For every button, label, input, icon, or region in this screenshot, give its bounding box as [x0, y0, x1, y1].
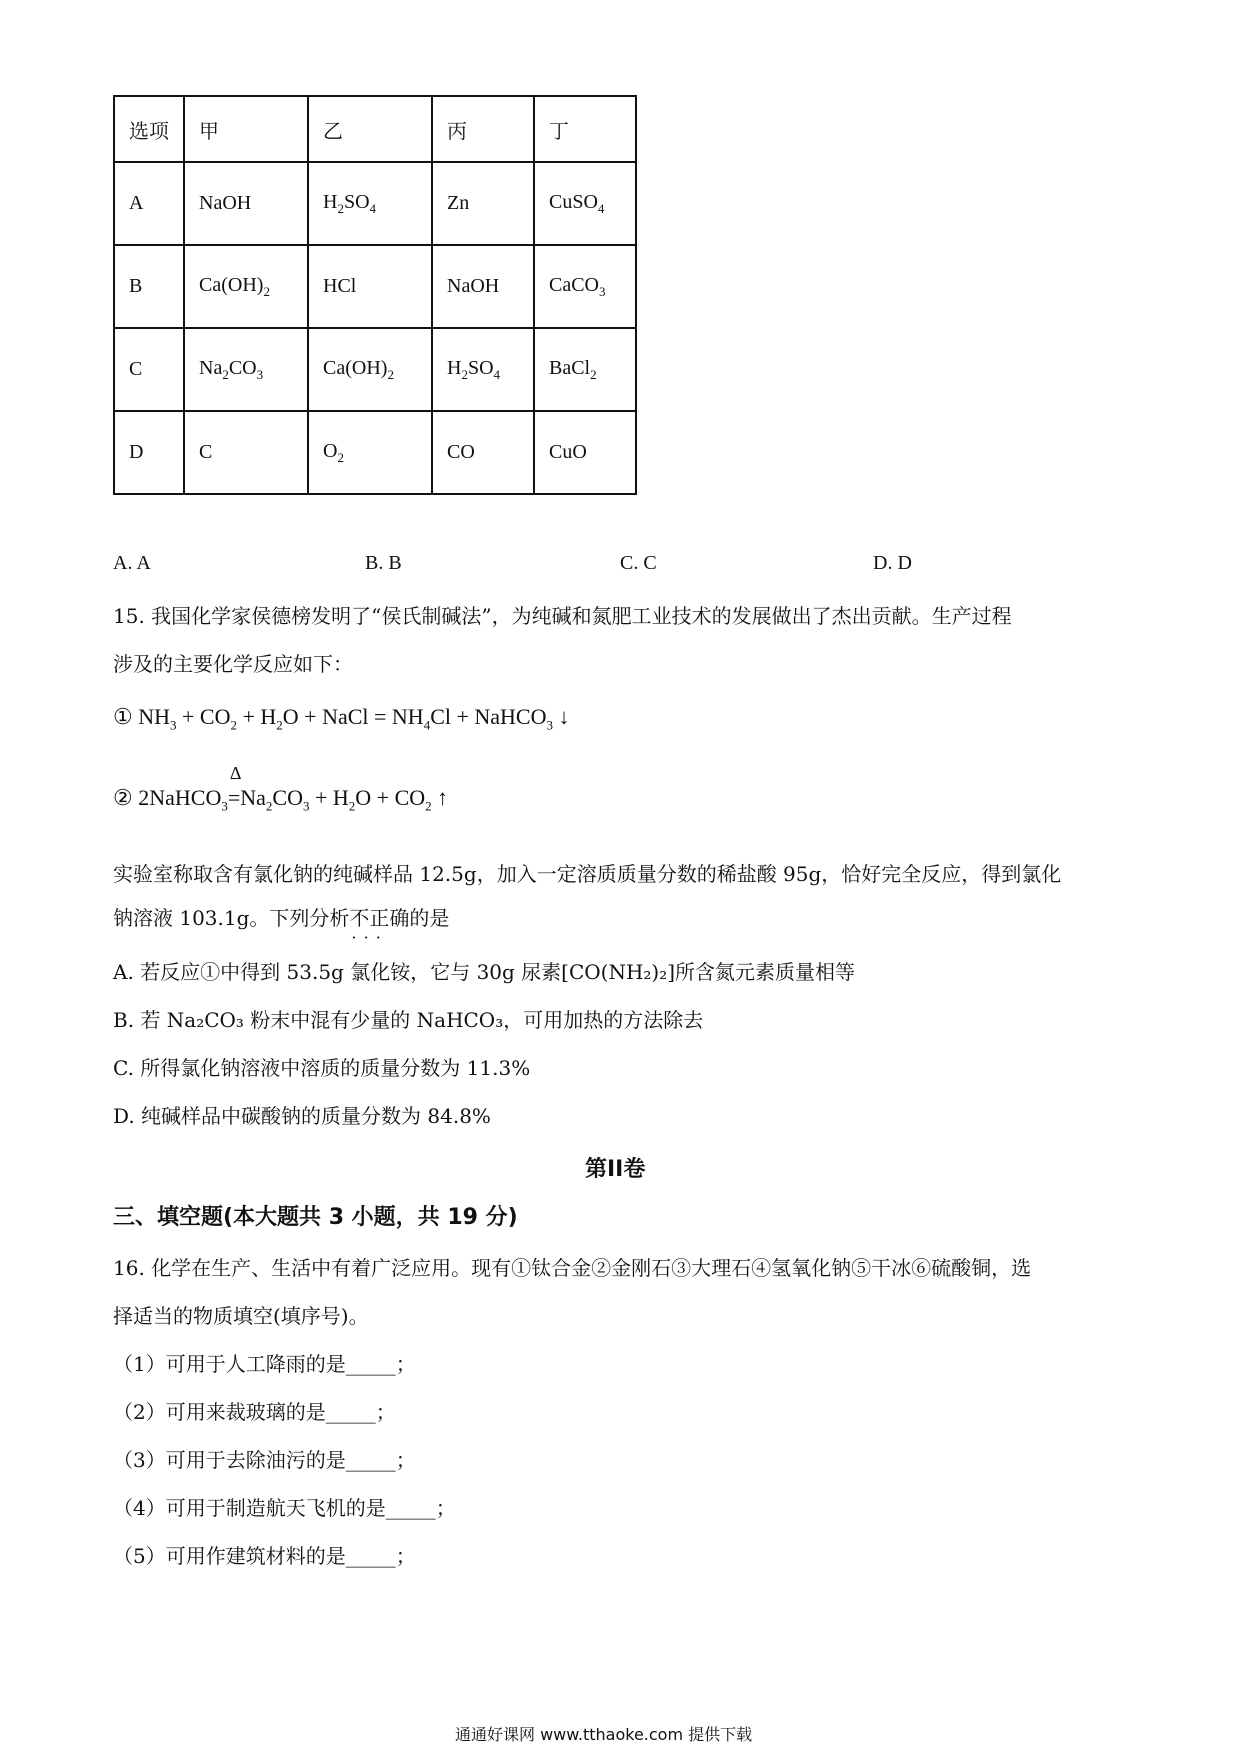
table-cell: NaOH — [184, 162, 308, 245]
table-cell: Zn — [432, 162, 534, 245]
equation-number: ② — [113, 785, 133, 810]
q16-item: （1）可用于人工降雨的是_____； — [113, 1352, 416, 1376]
choice-c: C. C — [620, 552, 657, 574]
table-row — [114, 328, 636, 411]
table-header-cell: 乙 — [308, 96, 432, 162]
table-cell: B — [114, 245, 184, 328]
choice-a: A. A — [113, 552, 151, 574]
table-cell: BaCl$_2$ — [534, 328, 636, 411]
table-header-cell: 选项 — [114, 96, 184, 162]
table-cell: CuO — [534, 411, 636, 494]
equation-2: ② 2NaHCO$_3$ Δ $=Na_2CO_3 + H_2O + CO_2$ ↑ — [113, 763, 449, 814]
page-footer: 通通好课网 www.tthaoke.com 提供下载 — [455, 1725, 753, 1744]
q15-context-line2: 钠溶液 103.1g。下列分析不正确 · · ·的是 — [113, 904, 449, 932]
table-cell: CaCO$_3$ — [534, 245, 636, 328]
equation-1: ① $NH_3 + CO_2 + H_2O$ + NaCl = $NH_4Cl$ + NaHCO$_3$ ↓ — [113, 704, 570, 733]
q15-option-b: B. 若 Na₂CO₃ 粉末中混有少量的 NaHCO₃，可用加热的方法除去 — [113, 1008, 704, 1032]
table-cell: $H_2SO_4$ — [308, 162, 432, 245]
table-cell: $Ca(OH)_2$ — [308, 328, 432, 411]
table-cell: HCl — [308, 245, 432, 328]
q16-item: （5）可用作建筑材料的是_____； — [113, 1544, 416, 1568]
q16-item: （3）可用于去除油污的是_____； — [113, 1448, 416, 1472]
heating-condition: Δ = — [227, 763, 242, 810]
q15-option-c: C. 所得氯化钠溶液中溶质的质量分数为 11.3% — [113, 1056, 531, 1080]
table-cell: $Na_2CO_3$ — [184, 328, 308, 411]
emphasis-text: 不正确 · · · — [349, 906, 409, 930]
q16-item: （4）可用于制造航天飞机的是_____； — [113, 1496, 456, 1520]
q15-option-d: D. 纯碱样品中碳酸钠的质量分数为 84.8% — [113, 1104, 491, 1128]
table-cell: CO — [432, 411, 534, 494]
choice-d: D. D — [873, 552, 912, 574]
table-cell: D — [114, 411, 184, 494]
table-cell: CuSO$_4$ — [534, 162, 636, 245]
table-header-cell: 丁 — [534, 96, 636, 162]
q15-option-a: A. 若反应①中得到 53.5g 氯化铵，它与 30g 尿素[CO(NH₂)₂]所含氮元素质量相等 — [113, 960, 856, 984]
table-cell: NaOH — [432, 245, 534, 328]
q15-stem-line1: 15. 我国化学家侯德榜发明了“侯氏制碱法”，为纯碱和氮肥工业技术的发展做出了杰出贡献。生产过程 — [113, 604, 1012, 628]
options-table — [113, 95, 637, 495]
part-title: 第II卷 — [585, 1157, 646, 1182]
q16-item: （2）可用来裁玻璃的是_____； — [113, 1400, 396, 1424]
table-cell: $O_2$ — [308, 411, 432, 494]
table-cell: $H_2SO_4$ — [432, 328, 534, 411]
equation-number: ① — [113, 704, 133, 729]
table-cell: $Ca(OH)_2$ — [184, 245, 308, 328]
q15-stem-line2: 涉及的主要化学反应如下： — [113, 652, 353, 676]
q16-stem-line1: 16. 化学在生产、生活中有着广泛应用。现有①钛合金②金刚石③大理石④氢氧化钠⑤干冰⑥硫酸铜，选 — [113, 1256, 1032, 1280]
section-title: 三、填空题(本大题共 3 小题，共 19 分) — [113, 1205, 518, 1230]
table-cell: A — [114, 162, 184, 245]
table-cell: C — [184, 411, 308, 494]
q15-context-line1: 实验室称取含有氯化钠的纯碱样品 12.5g，加入一定溶质质量分数的稀盐酸 95g，恰好完全反应，得到氯化 — [113, 862, 1062, 886]
table-header-cell: 甲 — [184, 96, 308, 162]
choice-b: B. B — [365, 552, 402, 574]
table-row — [114, 245, 636, 328]
table-header-cell: 丙 — [432, 96, 534, 162]
q16-stem-line2: 择适当的物质填空(填序号)。 — [113, 1304, 369, 1328]
table-cell: C — [114, 328, 184, 411]
table-row — [114, 162, 636, 245]
table-row — [114, 411, 636, 494]
table-header-row — [114, 96, 636, 162]
